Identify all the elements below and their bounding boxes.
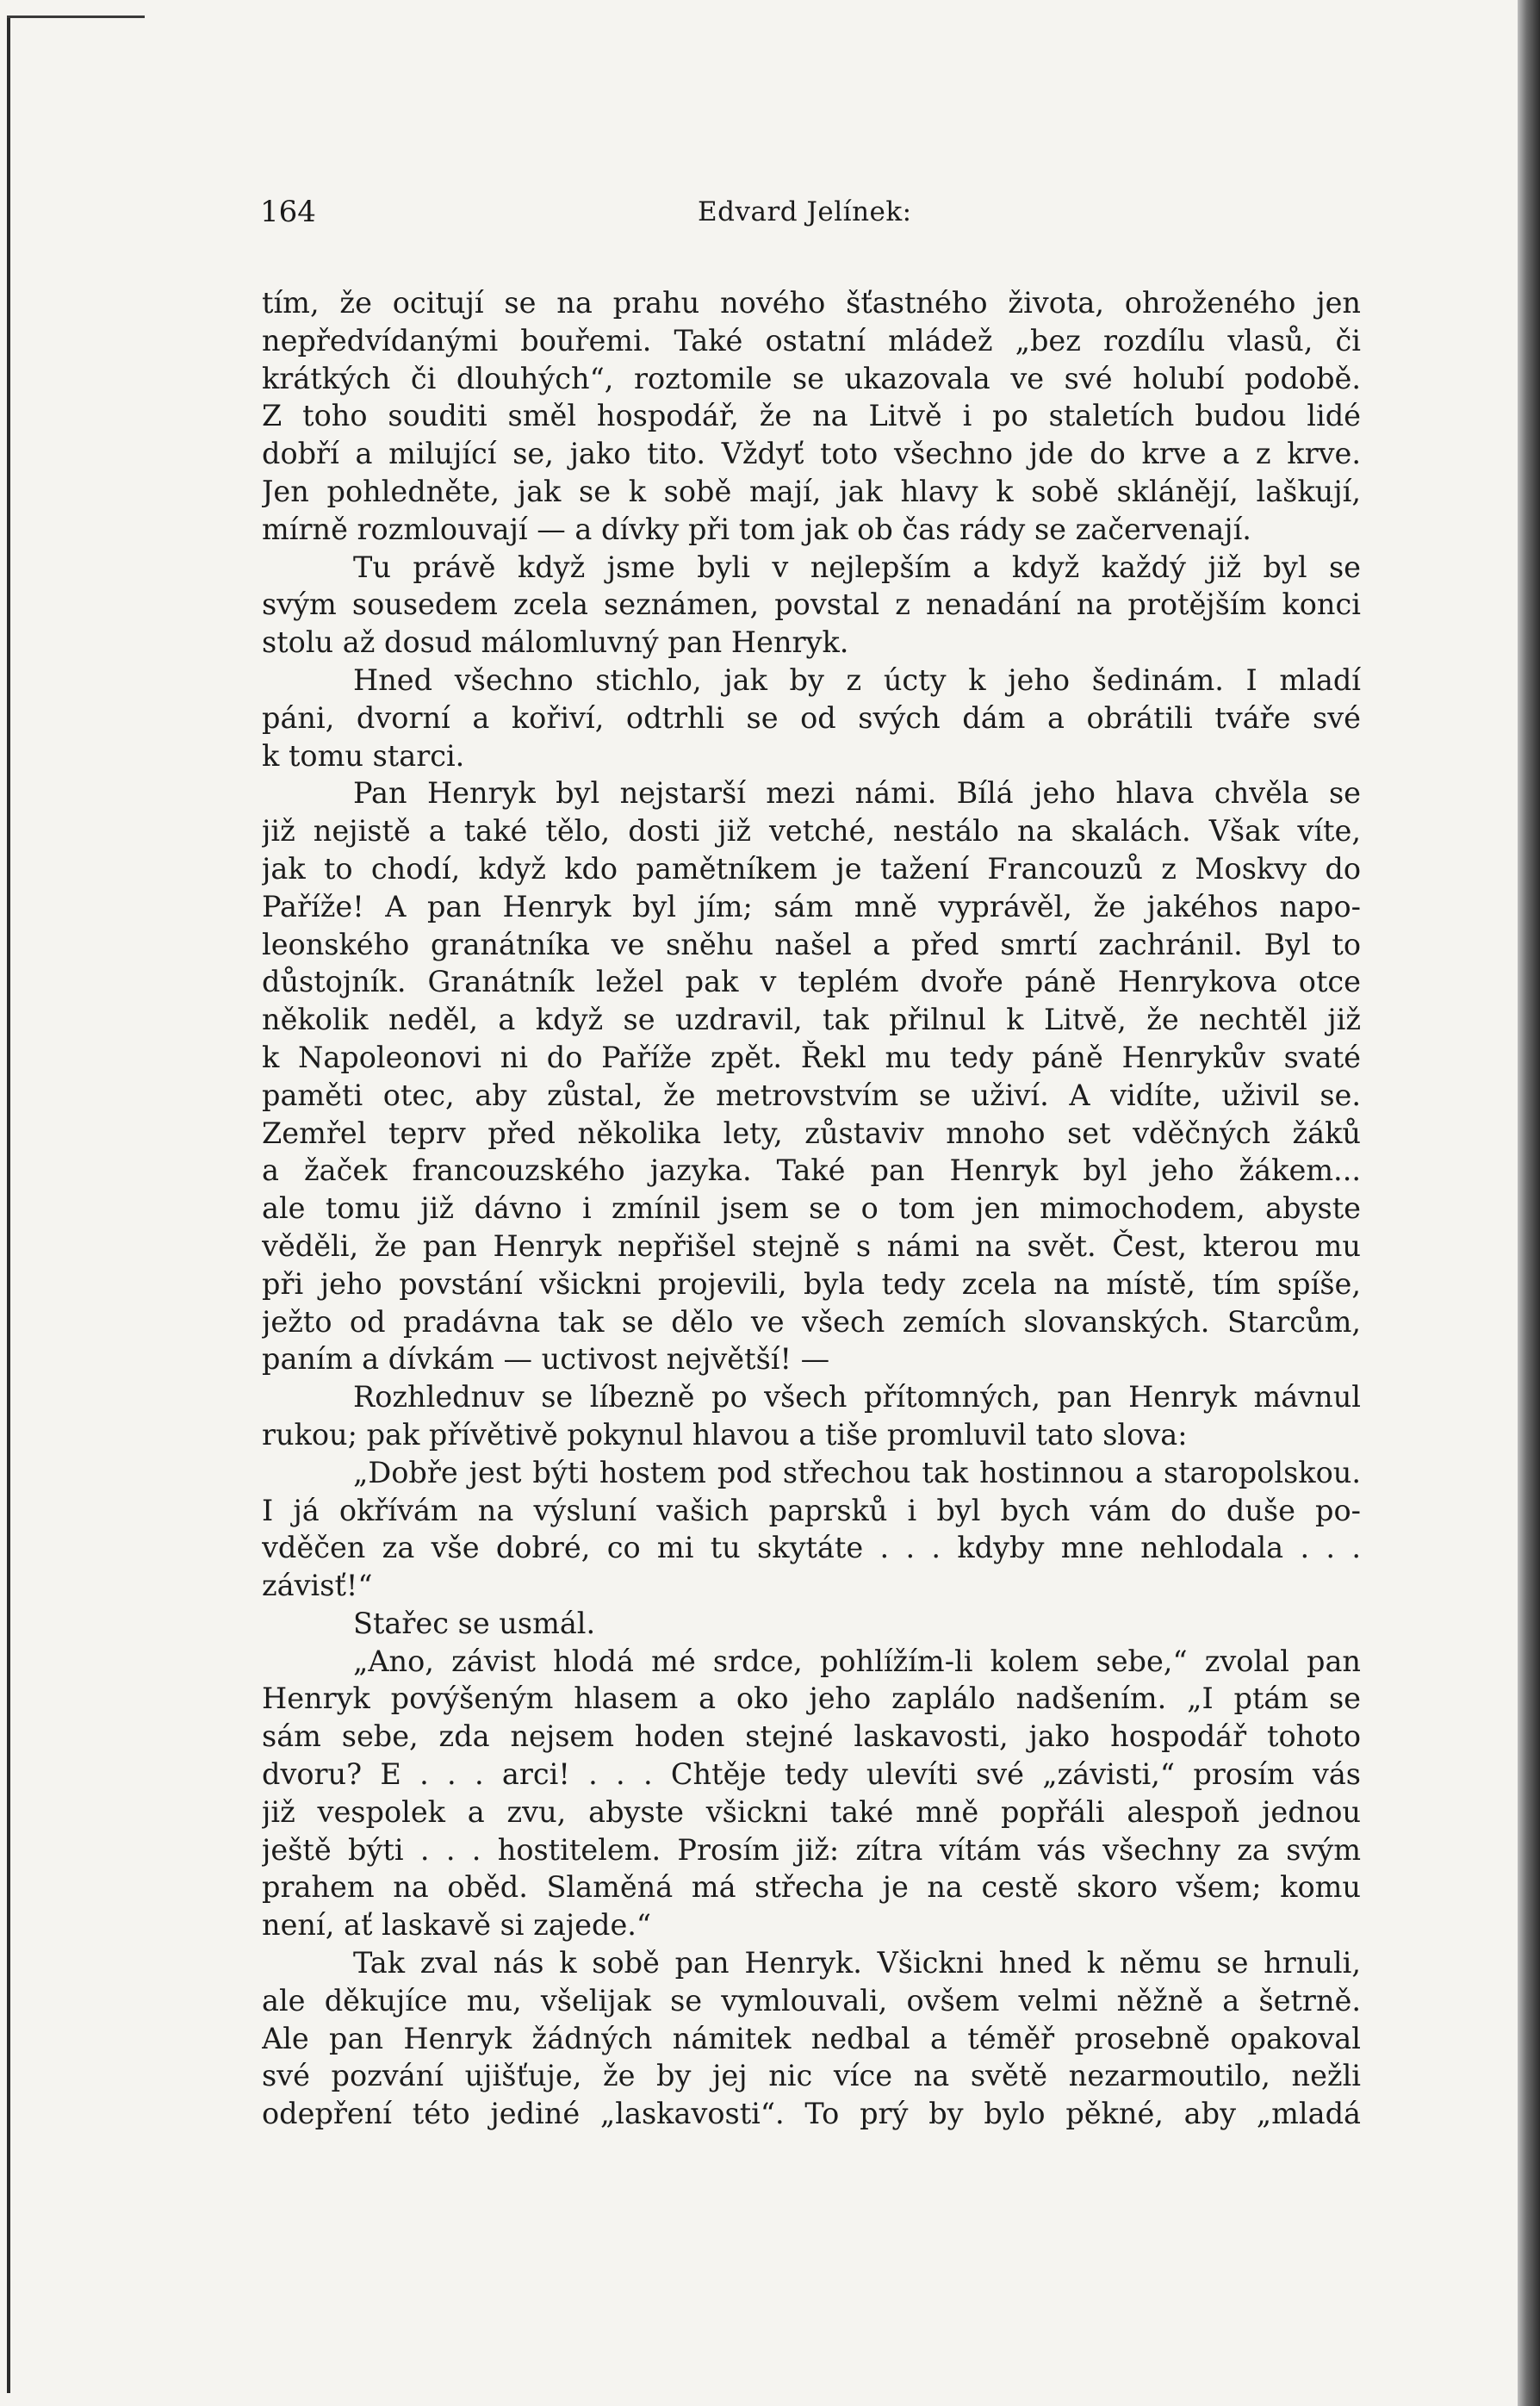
text-line: Paříže! A pan Henryk byl jím; sám mně vyprávěl, že jakéhos napo-	[262, 889, 1361, 923]
text-line: závisť!“	[262, 1569, 373, 1603]
text-line: již vespolek a zvu, abyste všickni také mně popřáli alespoň jednou	[262, 1794, 1361, 1829]
text-line: k Napoleonovi ni do Paříže zpět. Řekl mu tedy páně Henrykův svaté	[262, 1040, 1361, 1074]
text-line: a žaček francouzského jazyka. Také pan Henryk byl jeho žákem...	[262, 1153, 1361, 1188]
text-line: několik neděl, a když se uzdravil, tak přilnul k Litvě, že nechtěl již	[262, 1003, 1361, 1037]
text-line: své pozvání ujišťuje, že by jej nic více na světě nezarmoutilo, nežli	[262, 2059, 1361, 2093]
body-text	[262, 284, 1361, 2133]
text-line: Tak zval nás k sobě pan Henryk. Všickni hned k němu se hrnuli,	[353, 1946, 1361, 1980]
text-line: Zemřel teprv před několika lety, zůstaviv mnoho set vděčných žáků	[262, 1116, 1361, 1150]
text-line: I já okřívám na výsluní vašich paprsků i byl bych vám do duše po-	[262, 1493, 1361, 1527]
text-line: páni, dvorní a kořiví, odtrhli se od svých dám a obrátili tváře své	[262, 700, 1361, 735]
text-line: Tu právě když jsme byli v nejlepším a když každý již byl se	[353, 550, 1361, 584]
text-line: ještě býti . . . hostitelem. Prosím již: zítra vítám vás všechny za svým	[262, 1832, 1361, 1867]
text-line: při jeho povstání všickni projevili, byla tedy zcela na místě, tím spíše,	[262, 1266, 1361, 1301]
text-line: paním a dívkám — uctivost největší! —	[262, 1342, 830, 1377]
text-line: paměti otec, aby zůstal, že metrovstvím se uživí. A vidíte, uživil se.	[262, 1078, 1361, 1112]
text-line: tím, že ocitují se na prahu nového šťastného života, ohroženého jen	[262, 286, 1361, 320]
text-line: ježto od pradávna tak se dělo ve všech zemích slovanských. Starcům,	[262, 1304, 1361, 1339]
page-header	[260, 195, 1361, 238]
text-line: prahem na oběd. Slaměná má střecha je na cestě skoro všem; komu	[262, 1870, 1361, 1905]
text-line: stolu až dosud málomluvný pan Henryk.	[262, 625, 849, 660]
text-line: není, ať laskavě si zajede.“	[262, 1908, 652, 1943]
text-line: Hned všechno stichlo, jak by z úcty k jeho šedinám. I mladí	[353, 662, 1361, 697]
text-line: Henryk povýšeným hlasem a oko jeho zaplálo nadšením. „I ptám se	[262, 1682, 1361, 1716]
text-line: dobří a milující se, jako tito. Vždyť toto všechno jde do krve a z krve.	[262, 437, 1361, 471]
text-line: svým sousedem zcela seznámen, povstal z nenadání na protějším konci	[262, 588, 1361, 622]
text-line: Stařec se usmál.	[353, 1606, 596, 1640]
text-line: ale děkujíce mu, všelijak se vymlouvali, ovšem velmi něžně a šetrně.	[262, 1983, 1361, 2017]
text-line: věděli, že pan Henryk nepřišel stejně s námi na svět. Čest, kterou mu	[262, 1228, 1361, 1263]
text-line: k tomu starci.	[262, 738, 465, 773]
scan-edge-left	[7, 16, 10, 2393]
text-line: důstojník. Granátník ležel pak v teplém dvoře páně Henrykova otce	[262, 965, 1361, 999]
text-line: „Ano, závist hlodá mé srdce, pohlížím-li kolem sebe,“ zvolal pan	[353, 1644, 1361, 1678]
text-line: Rozhlednuv se líbezně po všech přítomných, pan Henryk mávnul	[353, 1380, 1361, 1414]
text-line: odepření této jediné „laskavosti“. To prý by bylo pěkné, aby „mladá	[262, 2097, 1361, 2131]
text-line: leonského granátníka ve sněhu našel a před smrtí zachránil. Byl to	[262, 927, 1361, 961]
text-line: jak to chodí, když kdo pamětníkem je tažení Francouzů z Moskvy do	[262, 851, 1361, 886]
text-line: ale tomu již dávno i zmínil jsem se o tom jen mimochodem, abyste	[262, 1191, 1361, 1226]
text-line: dvoru? E . . . arci! . . . Chtěje tedy ulevíti své „závisti,“ prosím vás	[262, 1757, 1361, 1792]
text-line: „Dobře jest býti hostem pod střechou tak hostinnou a staropolskou.	[353, 1455, 1361, 1489]
text-line: nepředvídanými bouřemi. Také ostatní mládež „bez rozdílu vlasů, či	[262, 323, 1361, 357]
text-line: krátkých či dlouhých“, roztomile se ukazovala ve své holubí podobě.	[262, 361, 1361, 395]
text-line: vděčen za vše dobré, co mi tu skytáte . . . kdyby mne nehlodala . . .	[262, 1531, 1361, 1565]
page-number: 164	[260, 195, 316, 229]
scan-edge-top	[7, 16, 145, 18]
text-line: Pan Henryk byl nejstarší mezi námi. Bílá jeho hlava chvěla se	[353, 776, 1361, 811]
text-line: mírně rozmlouvají — a dívky při tom jak ob čas rády se začervenají.	[262, 512, 1251, 546]
text-line: rukou; pak přívětivě pokynul hlavou a tiše promluvil tato slova:	[262, 1417, 1188, 1452]
text-line: Ale pan Henryk žádných námitek nedbal a téměř prosebně opakoval	[262, 2021, 1361, 2055]
text-line: již nejistě a také tělo, dosti již vetché, nestálo na skalách. Však víte,	[262, 814, 1361, 849]
text-line: Z toho souditi směl hospodář, že na Litvě i po staletích budou lidé	[262, 399, 1361, 433]
text-line: Jen pohledněte, jak se k sobě mají, jak hlavy k sobě sklánějí, laškují,	[262, 474, 1361, 508]
scan-edge-right	[1518, 0, 1540, 2406]
text-line: sám sebe, zda nejsem hoden stejné laskavosti, jako hospodář tohoto	[262, 1719, 1361, 1754]
running-head: Edvard Jelínek:	[698, 196, 912, 227]
